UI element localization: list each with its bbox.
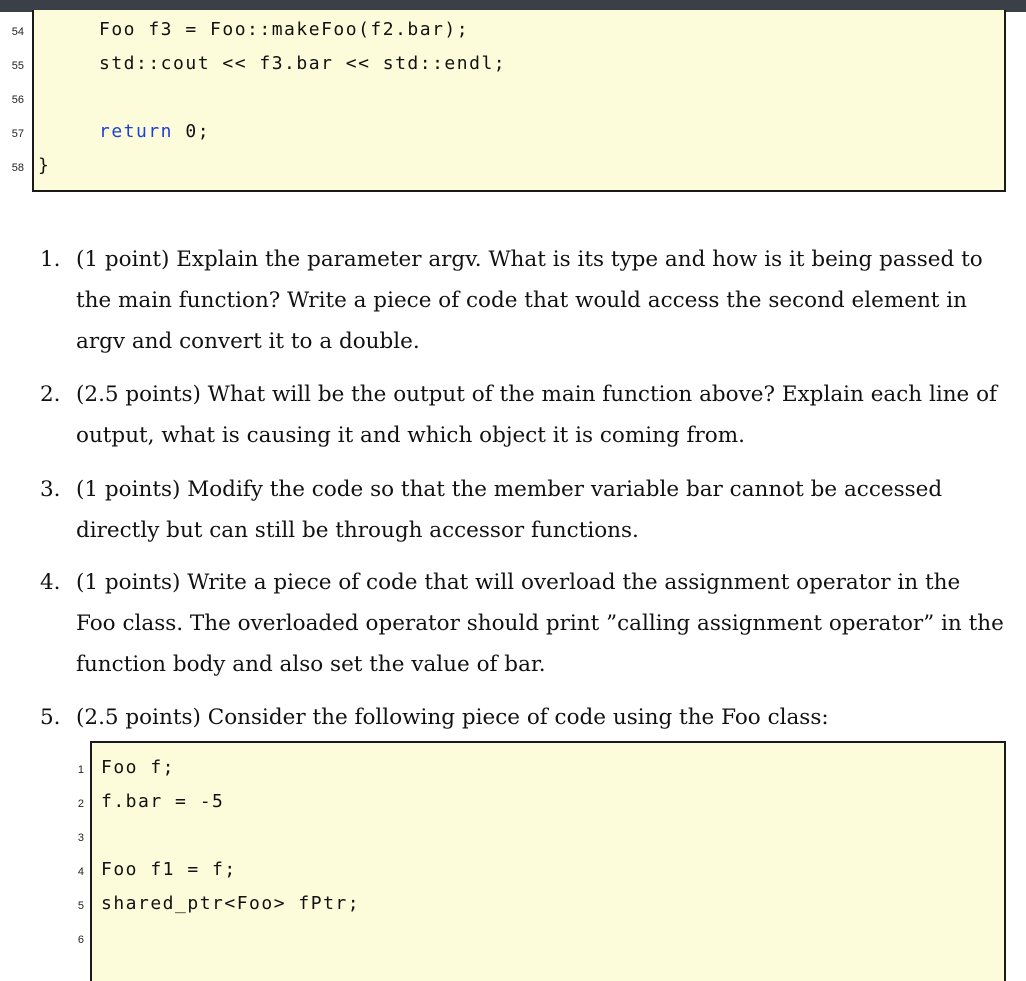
line-number: 6	[77, 934, 84, 946]
code-line: Foo f1 = f;	[101, 859, 237, 880]
line-number: 54	[11, 26, 24, 38]
question-number: 4.	[40, 570, 61, 595]
line-number: 4	[77, 866, 84, 878]
question-number: 2.	[40, 382, 61, 407]
code-line: }	[38, 155, 51, 176]
line-number: 1	[77, 764, 84, 776]
line-number: 57	[11, 128, 24, 140]
line-number: 55	[11, 60, 24, 72]
code-line: shared_ptr<Foo> fPtr;	[101, 893, 361, 914]
question-number: 3.	[40, 477, 61, 502]
line-number: 3	[77, 832, 84, 844]
code-line: Foo f3 = Foo::makeFoo(f2.bar);	[99, 19, 470, 40]
line-number: 5	[77, 900, 84, 912]
line-number: 56	[11, 94, 24, 106]
question-item	[40, 697, 1004, 738]
question-item	[40, 469, 1004, 551]
line-number: 58	[11, 162, 24, 174]
question-item	[40, 562, 1004, 685]
question-text: (1 point) Explain the parameter argv. What is its type and how is it being passed to the main function? Write a piece of code that would access the second element in argv and convert it to a double.	[76, 247, 983, 354]
code-line: std::cout << f3.bar << std::endl;	[99, 53, 507, 74]
question-text: (2.5 points) Consider the following piece of code using the Foo class:	[76, 705, 829, 730]
question-number: 5.	[40, 705, 61, 730]
question-item	[40, 374, 1004, 456]
question-item	[40, 239, 1004, 362]
code-text: 0;	[173, 121, 211, 142]
question-text: (1 points) Modify the code so that the member variable bar cannot be accessed directly but can still be through accessor functions.	[76, 477, 943, 543]
question-number: 1.	[40, 247, 61, 272]
code-line: f.bar = -5	[101, 791, 225, 812]
code-line	[99, 121, 210, 142]
code-line: Foo f;	[101, 757, 176, 778]
question-text: (1 points) Write a piece of code that will overload the assignment operator in the Foo class. The overloaded operator should print ”calling assignment operator” in the function body and also set the value of bar.	[76, 570, 1004, 677]
question-text: (2.5 points) What will be the output of the main function above? Explain each line of output, what is causing it and which object it is coming from.	[76, 382, 998, 448]
code-keyword: return	[99, 121, 174, 142]
line-number: 2	[77, 798, 84, 810]
